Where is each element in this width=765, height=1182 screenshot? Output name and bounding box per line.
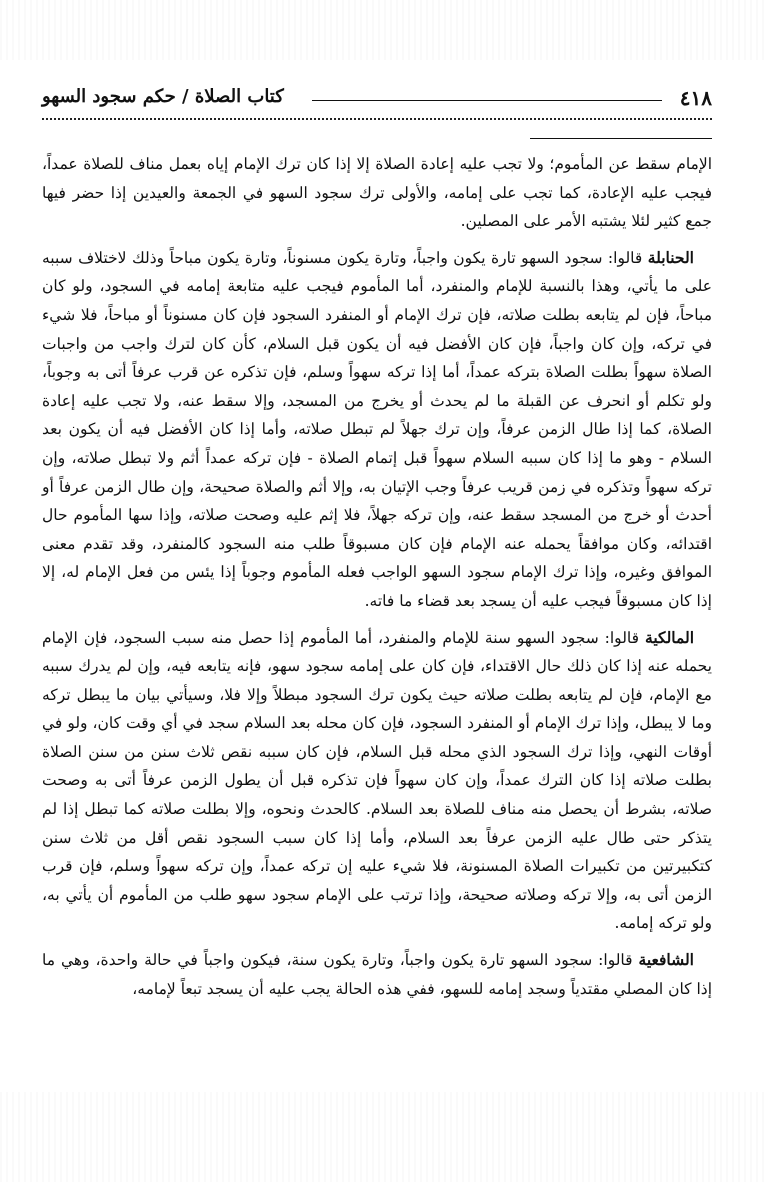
paragraph-maliki — [42, 624, 712, 939]
school-name-maliki: المالكية — [645, 627, 694, 647]
paragraph-shafii — [42, 946, 712, 1003]
dotted-separator — [42, 118, 712, 120]
school-name-shafii: الشافعية — [638, 950, 694, 970]
school-name-hanbali: الحنابلة — [647, 247, 694, 267]
footnote-rule — [530, 138, 712, 139]
paragraph-text: قالوا: سجود السهو تارة يكون واجباً، وتارة يكون مسنوناً، وتارة يكون مباحاً وذلك لاختلاف سببه على ما يأتي، وهذا بالنسبة للإمام والمنفرد، أما المأموم فيجب عليه متابعة إمامه في السجود، ولو كان مباحاً، فإن لم يتابعه بطلت صلاته، فإن ترك الإمام أو المنفرد السجود فإن كان مسنوناً أو مباحاً، فلا شيء في تركه، وإن كان واجباً، فإن كان الأفضل فيه أن يكون قبل السلام، كأن كان لترك واجب من واجبات الصلاة سهواً بطلت الصلاة بتركه عمداً، أما إذا تركه سهواً وسلم، فإن تذكره عن قرب عرفاً أتى به وجوباً، ولو تكلم أو انحرف عن القبلة ما لم يحدث أو يخرج من المسجد، وإلا سقط عنه، ولا تجب عليه إعادة الصلاة، كما إذا طال الزمن عرفاً، وإن ترك جهلاً لم تبطل صلاته، وأما إذا كان الأفضل فيه أن يكون بعد السلام - وهو ما إذا كان سببه السلام سهواً قبل إتمام الصلاة - فإن تركه عمداً أثم ولا تبطل صلاته، وإن تركه سهواً وتذكره في زمن قريب عرفاً وجب الإتيان به، وإلا أثم والصلاة صحيحة، وإن طال الزمن عرفاً أو أحدث أو خرج من المسجد سقط عنه، وإن تركه جهلاً، فلا إثم عليه وصحت صلاته، وإذا سها المأموم حال اقتدائه، وكان موافقاً يحمله عنه الإمام فإن كان مسبوقاً طلب منه السجود كالمنفرد، وقد تقدم معنى الموافق وغيره، وإذا ترك الإمام سجود السهو الواجب فعله المأموم وجوباً إذا يئس من فعل الإمام له، إلا إذا كان مسبوقاً فيجب عليه أن يسجد بعد قضاء ما فاته. — [42, 248, 712, 610]
paragraph-text: الإمام سقط عن المأموم؛ ولا تجب عليه إعادة الصلاة إلا إذا كان ترك الإمام إياه بعمل مناف للصلاة عمداً، فيجب عليه الإعادة، كما تجب على إمامه، والأولى ترك سجود السهو في الجمعة والعيدين إذا حضر فيها جمع كثير لئلا يشتبه الأمر على المصلين. — [42, 155, 712, 231]
scan-texture-bottom — [0, 1092, 765, 1182]
paragraph-text: قالوا: سجود السهو سنة للإمام والمنفرد، أما المأموم إذا حصل منه سبب السجود، فإن الإمام يحمله عنه إذا كان ذلك حال الاقتداء، فإن كان على إمامه سجود سهو، فإنه يتابعه فيه، وإن لم يدرك سببه مع الإمام، فإن لم يتابعه بطلت صلاته حيث يكون ترك السجود مبطلاً وإلا فلا، وسيأتي بيان ما يبطل تركه وما لا يبطل، وإذا ترك الإمام أو المنفرد السجود، فإن كان محله بعد السلام سجد في أي وقت كان، ولو في أوقات النهي، وإذا ترك السجود الذي محله قبل السلام، فإن كان سببه نقص ثلاث سنن من سنن الصلاة بطلت صلاته إذا كان الترك عمداً، وإن كان سهواً فإن تذكره قبل أن يطول الزمن عرفاً أتى به وصحت صلاته، بشرط أن يحصل منه مناف للصلاة بعد السلام. كالحدث ونحوه، وإلا بطلت صلاته كما تبطل إذا لم يتذكر حتى طال عليه الزمن عرفاً بعد السلام، وأما إذا كان سبب السجود نقص أقل من ثلاث سنن كتكبيرتين من تكبيرات الصلاة المسنونة، فلا شيء عليه إن تركه عمداً، وإن تركه سهواً وسلم، فإن قرب الزمن أتى به، وإلا تركه وصلاته صحيحة، وإذا ترتب على الإمام سجود سهو طلب من المأموم أن يأتي به، ولو تركه إمامه. — [42, 628, 713, 933]
page-header — [42, 86, 712, 126]
page-number: ٤١٨ — [679, 86, 712, 110]
running-title: كتاب الصلاة / حكم سجود السهو — [42, 86, 284, 107]
scan-texture-top — [0, 0, 765, 60]
paragraph-continuation — [42, 150, 712, 236]
paragraph-text: قالوا: سجود السهو تارة يكون واجباً، وتارة يكون سنة، فيكون واجباً في حالة واحدة، وهي ما إذا كان المصلي مقتدياً وسجد إمامه للسهو، ففي هذه الحالة يجب عليه أن يسجد تبعاً لإمامه، — [42, 951, 712, 998]
page-body — [42, 150, 712, 1011]
header-rule — [312, 100, 662, 101]
paragraph-hanbali — [42, 244, 712, 616]
